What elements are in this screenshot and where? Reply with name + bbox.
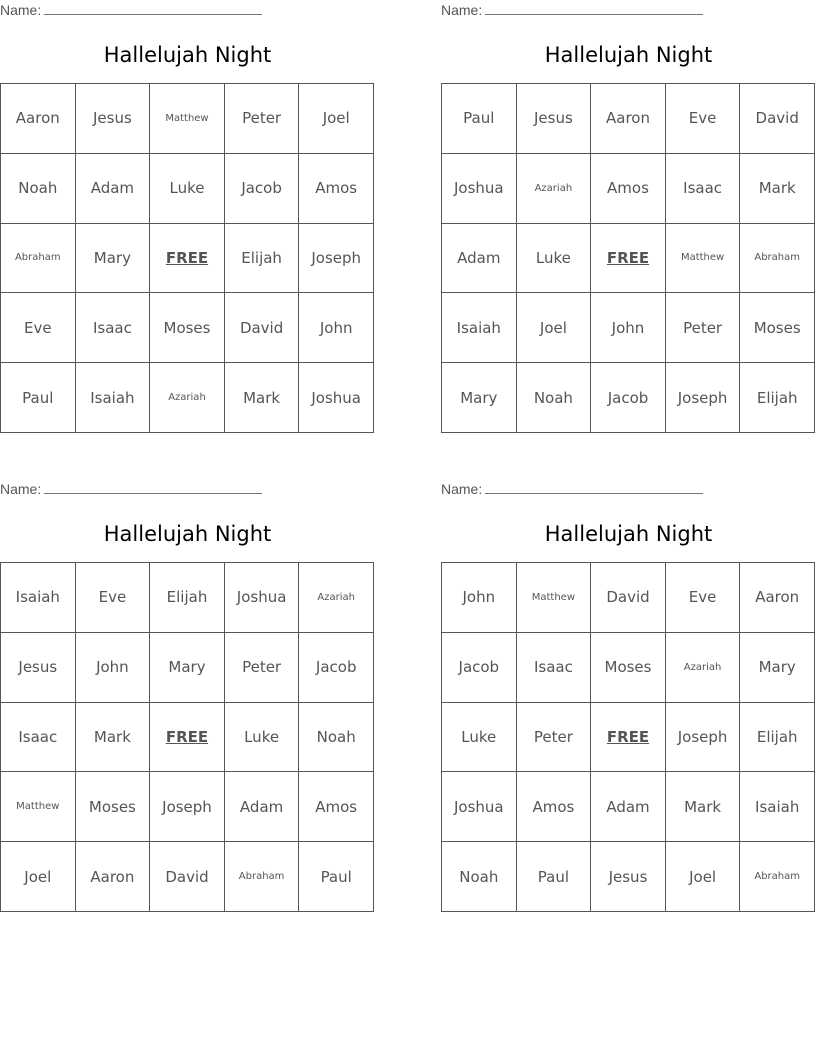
bingo-cell: Mark [225,363,300,433]
bingo-cell: Matthew [517,563,592,633]
bingo-cell: Amos [591,154,666,224]
bingo-cell: Isaac [1,703,76,773]
bingo-cell: Amos [299,772,374,842]
bingo-cell: Isaac [666,154,741,224]
bingo-cell: Mary [76,224,151,294]
bingo-cell: Isaiah [740,772,815,842]
bingo-grid [441,83,815,433]
bingo-cell: Isaac [517,633,592,703]
bingo-cell: Matthew [1,772,76,842]
bingo-cell: Joshua [442,772,517,842]
bingo-cell: Peter [225,633,300,703]
name-field [0,2,262,18]
bingo-cell: Moses [150,293,225,363]
bingo-cell: Elijah [740,703,815,773]
bingo-cell: Moses [740,293,815,363]
bingo-cell: Abraham [740,842,815,912]
bingo-cell: Isaiah [1,563,76,633]
bingo-cell: Azariah [299,563,374,633]
bingo-cell: Joshua [299,363,374,433]
bingo-cell: John [76,633,151,703]
card-title: Hallelujah Night [103,43,272,67]
bingo-cell: Mark [740,154,815,224]
bingo-cell: John [591,293,666,363]
name-blank-line [44,481,262,494]
card-title: Hallelujah Night [103,522,272,546]
bingo-cell: Joel [299,84,374,154]
bingo-cell: Elijah [225,224,300,294]
free-space-cell: FREE [591,703,666,773]
bingo-cell: David [225,293,300,363]
bingo-cell: Mark [76,703,151,773]
bingo-cell: Matthew [666,224,741,294]
name-label: Name: [441,2,483,18]
name-label: Name: [0,481,42,497]
bingo-cell: Luke [442,703,517,773]
bingo-cell: Joshua [442,154,517,224]
bingo-cell: Joseph [150,772,225,842]
bingo-cell: Paul [517,842,592,912]
bingo-cell: Joel [517,293,592,363]
free-space-cell: FREE [150,703,225,773]
bingo-cell: Azariah [517,154,592,224]
bingo-cell: Noah [1,154,76,224]
name-field [441,481,703,497]
bingo-cell: Abraham [1,224,76,294]
bingo-cell: Joshua [225,563,300,633]
card-title: Hallelujah Night [544,522,713,546]
bingo-cell: Amos [517,772,592,842]
name-label: Name: [441,481,483,497]
bingo-cell: Azariah [150,363,225,433]
bingo-cell: John [442,563,517,633]
bingo-cell: Aaron [740,563,815,633]
bingo-cell: Mary [442,363,517,433]
bingo-cell: Eve [1,293,76,363]
bingo-cell: Peter [225,84,300,154]
bingo-cell: Aaron [76,842,151,912]
bingo-cell: Noah [517,363,592,433]
bingo-cell: Eve [666,563,741,633]
name-field [441,2,703,18]
bingo-cell: Moses [591,633,666,703]
bingo-cell: Elijah [150,563,225,633]
card-title: Hallelujah Night [544,43,713,67]
name-blank-line [44,2,262,15]
bingo-cell: Joel [666,842,741,912]
bingo-cell: Jesus [1,633,76,703]
bingo-cell: Luke [150,154,225,224]
bingo-cell: Abraham [740,224,815,294]
bingo-cell: Isaac [76,293,151,363]
name-label: Name: [0,2,42,18]
bingo-cell: Eve [76,563,151,633]
bingo-cell: Moses [76,772,151,842]
bingo-grid [0,83,374,433]
free-space-cell: FREE [591,224,666,294]
bingo-cell: Peter [517,703,592,773]
bingo-cell: Jacob [225,154,300,224]
bingo-cell: David [150,842,225,912]
bingo-cell: Noah [442,842,517,912]
bingo-cell: Joseph [666,363,741,433]
name-blank-line [485,2,703,15]
bingo-cell: John [299,293,374,363]
bingo-cell: Peter [666,293,741,363]
bingo-cell: Joseph [666,703,741,773]
name-field [0,481,262,497]
bingo-cell: Mary [740,633,815,703]
bingo-cell: Adam [442,224,517,294]
bingo-cell: David [591,563,666,633]
bingo-cell: Mary [150,633,225,703]
bingo-cell: Abraham [225,842,300,912]
bingo-cell: Paul [299,842,374,912]
bingo-cell: Jesus [76,84,151,154]
bingo-cell: Aaron [1,84,76,154]
bingo-cell: Jesus [517,84,592,154]
bingo-cell: Jacob [591,363,666,433]
bingo-cell: Paul [1,363,76,433]
bingo-cell: Amos [299,154,374,224]
bingo-cell: Azariah [666,633,741,703]
name-blank-line [485,481,703,494]
bingo-cell: Jesus [591,842,666,912]
bingo-grid [0,562,374,912]
bingo-cell: Jacob [299,633,374,703]
bingo-cell: Eve [666,84,741,154]
bingo-grid [441,562,815,912]
bingo-cell: Aaron [591,84,666,154]
bingo-cell: Adam [591,772,666,842]
bingo-cell: Luke [225,703,300,773]
bingo-cell: Jacob [442,633,517,703]
bingo-cell: Noah [299,703,374,773]
bingo-cell: David [740,84,815,154]
bingo-cell: Luke [517,224,592,294]
bingo-cell: Joel [1,842,76,912]
bingo-cell: Joseph [299,224,374,294]
bingo-cell: Adam [225,772,300,842]
bingo-cell: Mark [666,772,741,842]
free-space-cell: FREE [150,224,225,294]
bingo-cell: Adam [76,154,151,224]
bingo-cell: Matthew [150,84,225,154]
bingo-cell: Elijah [740,363,815,433]
bingo-cell: Isaiah [442,293,517,363]
bingo-cell: Paul [442,84,517,154]
bingo-cell: Isaiah [76,363,151,433]
